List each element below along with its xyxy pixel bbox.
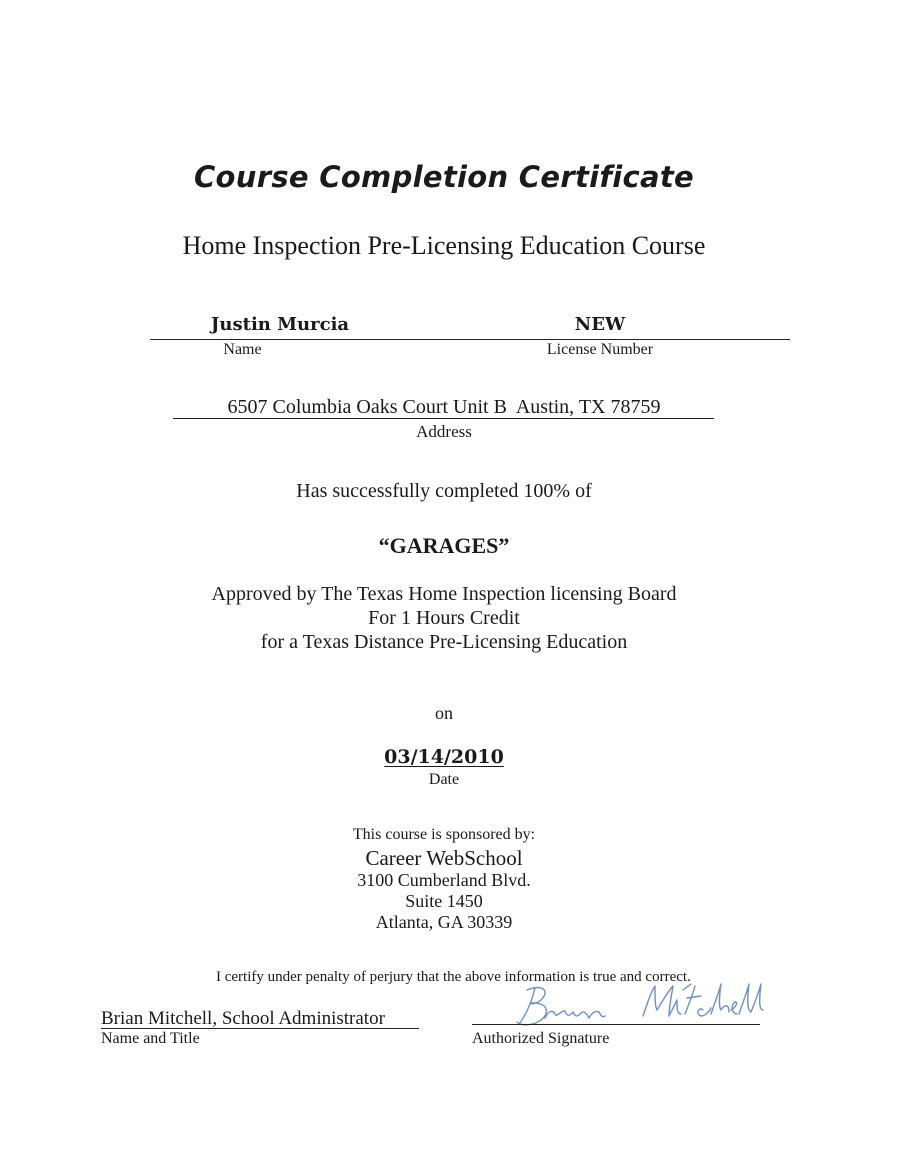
license-number: NEW [574, 314, 626, 335]
signature-rule [472, 1024, 760, 1025]
sponsor-intro: This course is sponsored by: [352, 826, 536, 843]
completion-date-value: 03/14/2010 [384, 746, 504, 768]
course-subtitle: Home Inspection Pre-Licensing Education Course [182, 231, 706, 260]
name-license-rule [150, 339, 790, 340]
address-caption: Address [416, 422, 472, 441]
address-rule [173, 418, 714, 419]
sponsor-suite: Suite 1450 [405, 891, 483, 911]
name-caption: Name [223, 341, 262, 358]
sponsor-city: Atlanta, GA 30339 [375, 912, 513, 932]
date-caption: Date [428, 771, 460, 788]
approval-line-2: For 1 Hours Credit [368, 607, 520, 629]
completion-statement: Has successfully completed 100% of [296, 480, 592, 502]
sponsor-name: Career WebSchool [365, 846, 523, 870]
approval-block [0, 582, 888, 654]
certificate-title: Course Completion Certificate [193, 160, 695, 194]
completion-date [0, 746, 888, 768]
recipient-name: Justin Murcia [210, 314, 350, 335]
authorized-signature-caption: Authorized Signature [472, 1030, 610, 1047]
perjury-statement: I certify under penalty of perjury that the above information is true and correct. [216, 969, 691, 985]
administrator-name-title: Brian Mitchell, School Administrator [101, 1008, 385, 1029]
administrator-rule [101, 1028, 419, 1029]
approval-line-3: for a Texas Distance Pre-Licensing Education [260, 631, 628, 653]
sponsor-address [0, 870, 888, 933]
approval-line-1: Approved by The Texas Home Inspection licensing Board [211, 583, 677, 605]
on-text: on [435, 703, 453, 723]
license-caption: License Number [546, 341, 654, 358]
sponsor-street: 3100 Cumberland Blvd. [357, 870, 531, 890]
recipient-address: 6507 Columbia Oaks Court Unit B Austin, TX 78759 [227, 396, 661, 418]
course-name: “GARAGES” [378, 533, 510, 558]
name-and-title-caption: Name and Title [101, 1030, 200, 1047]
